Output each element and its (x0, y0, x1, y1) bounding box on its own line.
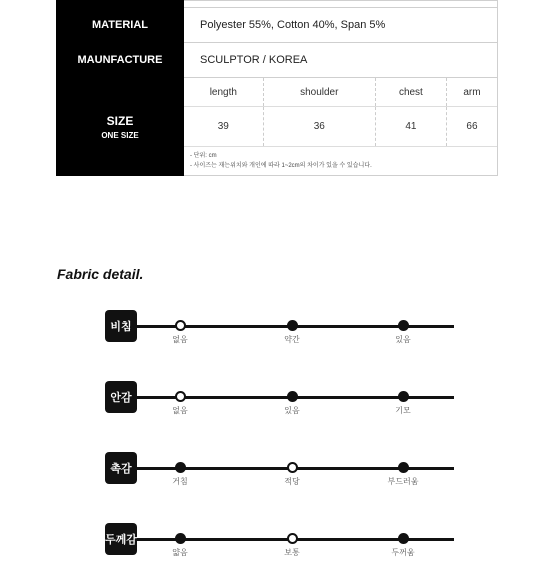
spec-top-header-cell (57, 1, 184, 8)
size-columns-row (184, 78, 497, 107)
size-note-unit: - 단위: cm (190, 153, 217, 159)
fabric-scale-selected-dot (175, 320, 186, 331)
size-cell (184, 78, 498, 176)
fabric-scale-label: 없음 (172, 335, 188, 344)
fabric-row (105, 310, 465, 350)
fabric-detail-title: Fabric detail. (57, 266, 144, 282)
size-value-shoulder: 36 (263, 107, 375, 147)
manufacture-label: MAUNFACTURE (57, 43, 184, 78)
size-values-row (184, 107, 497, 147)
fabric-scale-dot (398, 391, 409, 402)
fabric-scale-label: 보통 (284, 548, 300, 557)
fabric-scale-label: 있음 (284, 406, 300, 415)
size-column-chest: chest (375, 78, 446, 107)
size-column-arm: arm (446, 78, 497, 107)
fabric-scale-dot (398, 320, 409, 331)
size-column-length: length (184, 78, 263, 107)
fabric-row (105, 523, 465, 563)
size-sublabel: ONE SIZE (101, 130, 139, 140)
fabric-scale-label: 거침 (172, 477, 188, 486)
fabric-scale-label: 약간 (284, 335, 300, 344)
fabric-row (105, 452, 465, 492)
fabric-scale-dot (175, 462, 186, 473)
manufacture-row (57, 43, 498, 78)
size-label: SIZE (106, 113, 134, 128)
fabric-scale-label: 기모 (395, 406, 411, 415)
fabric-row-badge: 두께감 (105, 523, 137, 555)
fabric-scale-label: 두꺼움 (391, 548, 415, 557)
material-row (57, 8, 498, 43)
fabric-scale-label: 없음 (172, 406, 188, 415)
fabric-scale-dot (398, 462, 409, 473)
fabric-row-badge: 비침 (105, 310, 137, 342)
fabric-scale-selected-dot (175, 391, 186, 402)
size-value-chest: 41 (375, 107, 446, 147)
size-header (57, 78, 184, 176)
size-notes (184, 146, 497, 175)
material-label: MATERIAL (57, 8, 184, 43)
size-note-variance: - 사이즈는 재는위치와 개인에 따라 1~2cm의 차이가 있을 수 있습니다. (190, 163, 372, 169)
size-table (184, 78, 497, 146)
fabric-row-badge: 촉감 (105, 452, 137, 484)
fabric-scale-selected-dot (287, 462, 298, 473)
spec-top-row (57, 1, 498, 8)
fabric-row (105, 381, 465, 421)
fabric-scale-dot (398, 533, 409, 544)
fabric-row-badge: 안감 (105, 381, 137, 413)
size-column-shoulder: shoulder (263, 78, 375, 107)
fabric-scale-label: 적당 (284, 477, 300, 486)
fabric-scale-label: 부드러움 (387, 477, 419, 486)
fabric-scale-label: 있음 (395, 335, 411, 344)
spec-table (56, 0, 498, 176)
fabric-scale-selected-dot (287, 533, 298, 544)
size-row (57, 78, 498, 176)
material-value: Polyester 55%, Cotton 40%, Span 5% (184, 8, 498, 43)
size-value-length: 39 (217, 121, 229, 132)
size-value-arm: 66 (446, 107, 497, 147)
fabric-scale-dot (287, 320, 298, 331)
fabric-scale-label: 얇음 (172, 548, 188, 557)
fabric-scale-dot (175, 533, 186, 544)
spec-top-value-cell (184, 1, 498, 8)
manufacture-value: SCULPTOR / KOREA (184, 43, 498, 78)
fabric-scale-dot (287, 391, 298, 402)
